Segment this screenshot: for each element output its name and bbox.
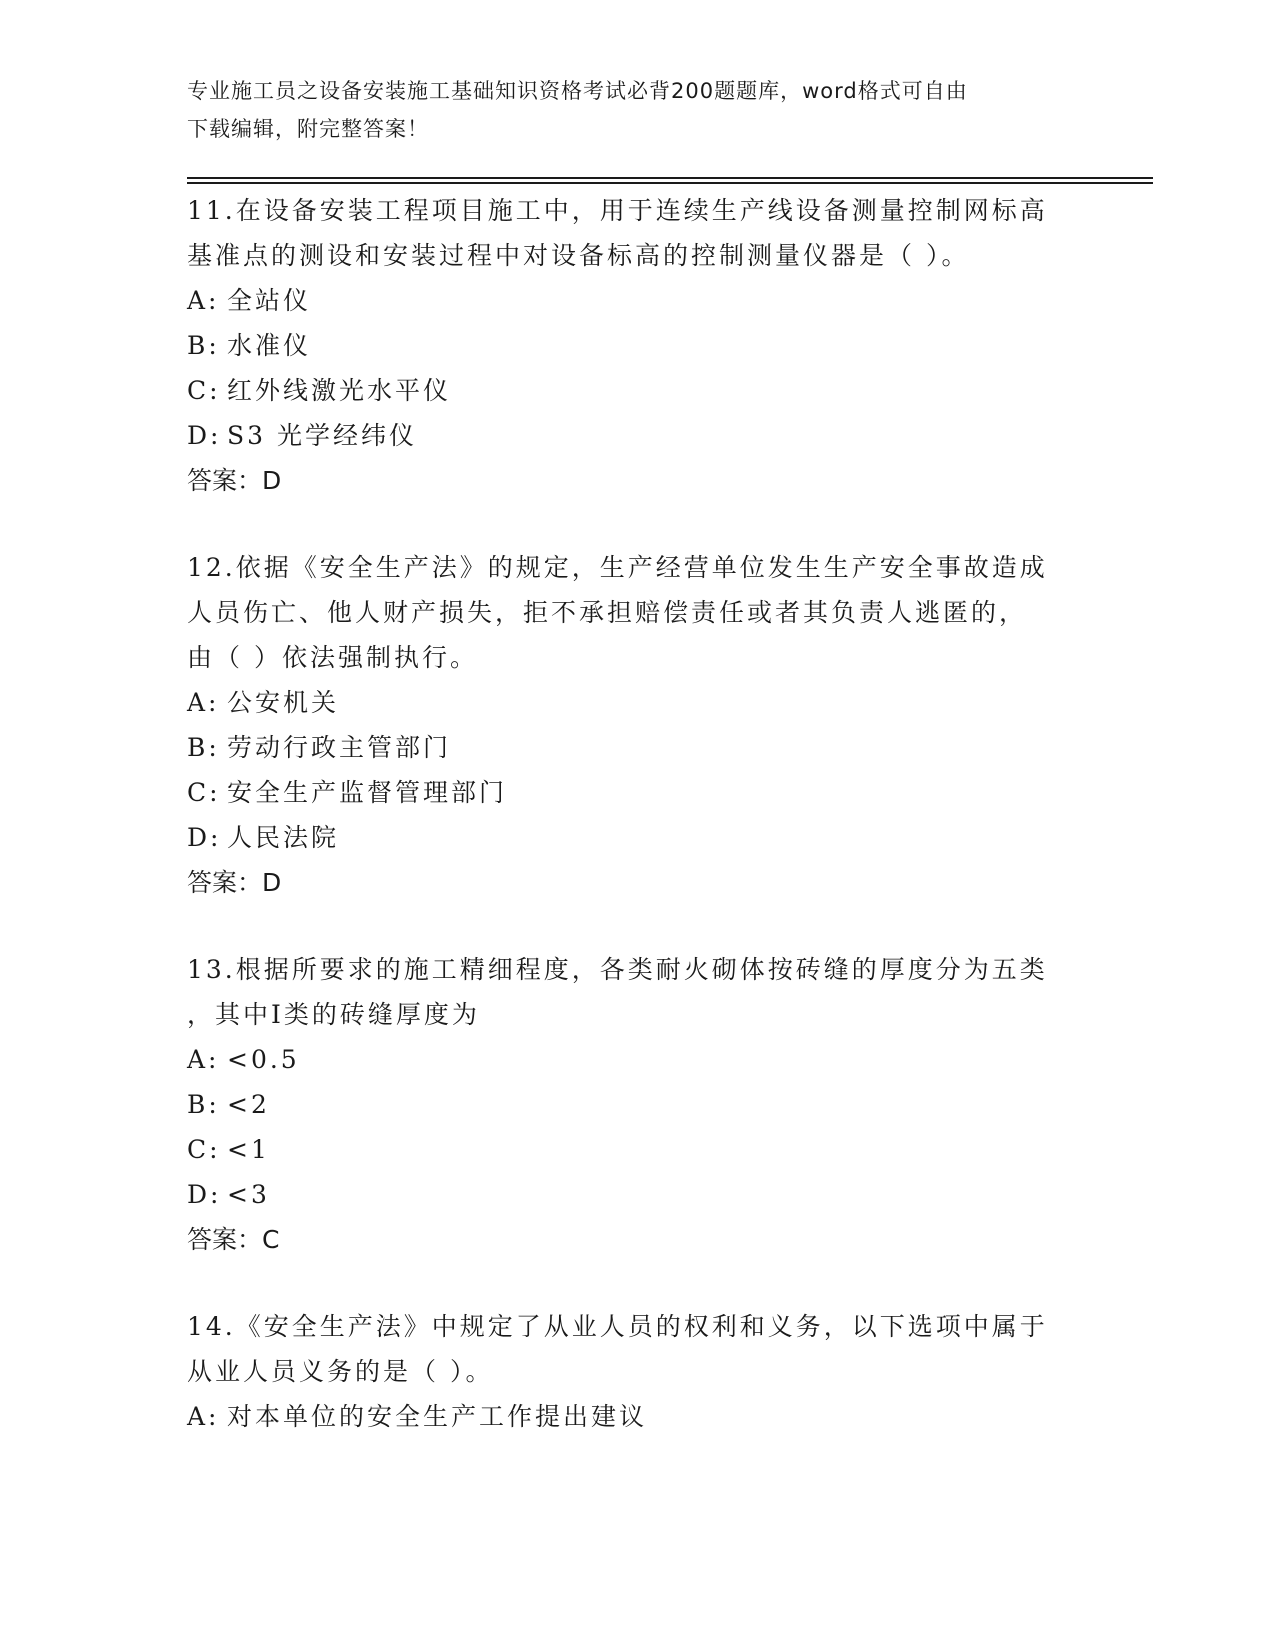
option-a [187, 680, 1077, 725]
option-text: 公安机关 [227, 688, 340, 717]
option-letter: A: [187, 688, 220, 717]
option-c [187, 1127, 1077, 1172]
option-a [187, 1394, 1077, 1439]
option-letter: B: [187, 1090, 220, 1119]
question-stem-line: 从业人员义务的是（ ）。 [187, 1357, 494, 1386]
option-a [187, 278, 1077, 323]
question-stem-line: ，其中Ⅰ类的砖缝厚度为 [187, 1000, 480, 1029]
option-text: <0.5 [227, 1045, 300, 1074]
option-text: <2 [227, 1090, 270, 1119]
question-14 [187, 1304, 1077, 1439]
question-stem-line: 11.在设备安装工程项目施工中，用于连续生产线设备测量控制网标高 [187, 196, 1048, 225]
option-letter: B: [187, 733, 220, 762]
document-header [187, 72, 1067, 148]
question-stem-line: 13.根据所要求的施工精细程度，各类耐火砌体按砖缝的厚度分为五类 [187, 955, 1048, 984]
option-d [187, 413, 1077, 458]
option-text: 水准仪 [227, 331, 312, 360]
option-letter: A: [187, 286, 220, 315]
option-text: <1 [227, 1135, 270, 1164]
question-11 [187, 188, 1077, 503]
header-rule-top [187, 177, 1153, 179]
option-c [187, 368, 1077, 413]
question-stem-line: 基准点的测设和安装过程中对设备标高的控制测量仪器是（ ）。 [187, 241, 970, 270]
option-text: 人民法院 [227, 823, 340, 852]
question-stem-line: 14.《安全生产法》中规定了从业人员的权利和义务，以下选项中属于 [187, 1312, 1048, 1341]
question-stem-line: 12.依据《安全生产法》的规定，生产经营单位发生生产安全事故造成 [187, 553, 1048, 582]
option-letter: C: [187, 778, 221, 807]
option-text: 全站仪 [227, 286, 312, 315]
option-letter: B: [187, 331, 220, 360]
option-b [187, 725, 1077, 770]
option-letter: A: [187, 1402, 220, 1431]
option-text: 劳动行政主管部门 [227, 733, 452, 762]
option-d [187, 815, 1077, 860]
answer-line: 答案：C [187, 1225, 280, 1254]
option-b [187, 1082, 1077, 1127]
question-13 [187, 947, 1077, 1262]
option-letter: C: [187, 1135, 221, 1164]
header-rule-bottom [187, 182, 1153, 184]
option-c [187, 770, 1077, 815]
option-text: 红外线激光水平仪 [227, 376, 452, 405]
option-text: <3 [227, 1180, 270, 1209]
option-text: 对本单位的安全生产工作提出建议 [227, 1402, 648, 1431]
option-b [187, 323, 1077, 368]
option-letter: C: [187, 376, 221, 405]
option-letter: D: [187, 1180, 222, 1209]
answer-line: 答案：D [187, 466, 282, 495]
option-text: S3 光学经纬仪 [227, 421, 417, 450]
option-a [187, 1037, 1077, 1082]
option-letter: A: [187, 1045, 220, 1074]
option-letter: D: [187, 421, 222, 450]
option-text: 安全生产监督管理部门 [227, 778, 508, 807]
question-stem-line: 人员伤亡、他人财产损失，拒不承担赔偿责任或者其负责人逃匿的， [187, 598, 1028, 627]
question-list [187, 188, 1077, 1481]
option-letter: D: [187, 823, 222, 852]
header-line-1: 专业施工员之设备安装施工基础知识资格考试必背200题题库，word格式可自由 [187, 79, 968, 103]
answer-line: 答案：D [187, 868, 282, 897]
question-stem-line: 由（ ）依法强制执行。 [187, 643, 478, 672]
header-line-2: 下载编辑，附完整答案！ [187, 117, 429, 141]
option-d [187, 1172, 1077, 1217]
question-12 [187, 545, 1077, 905]
